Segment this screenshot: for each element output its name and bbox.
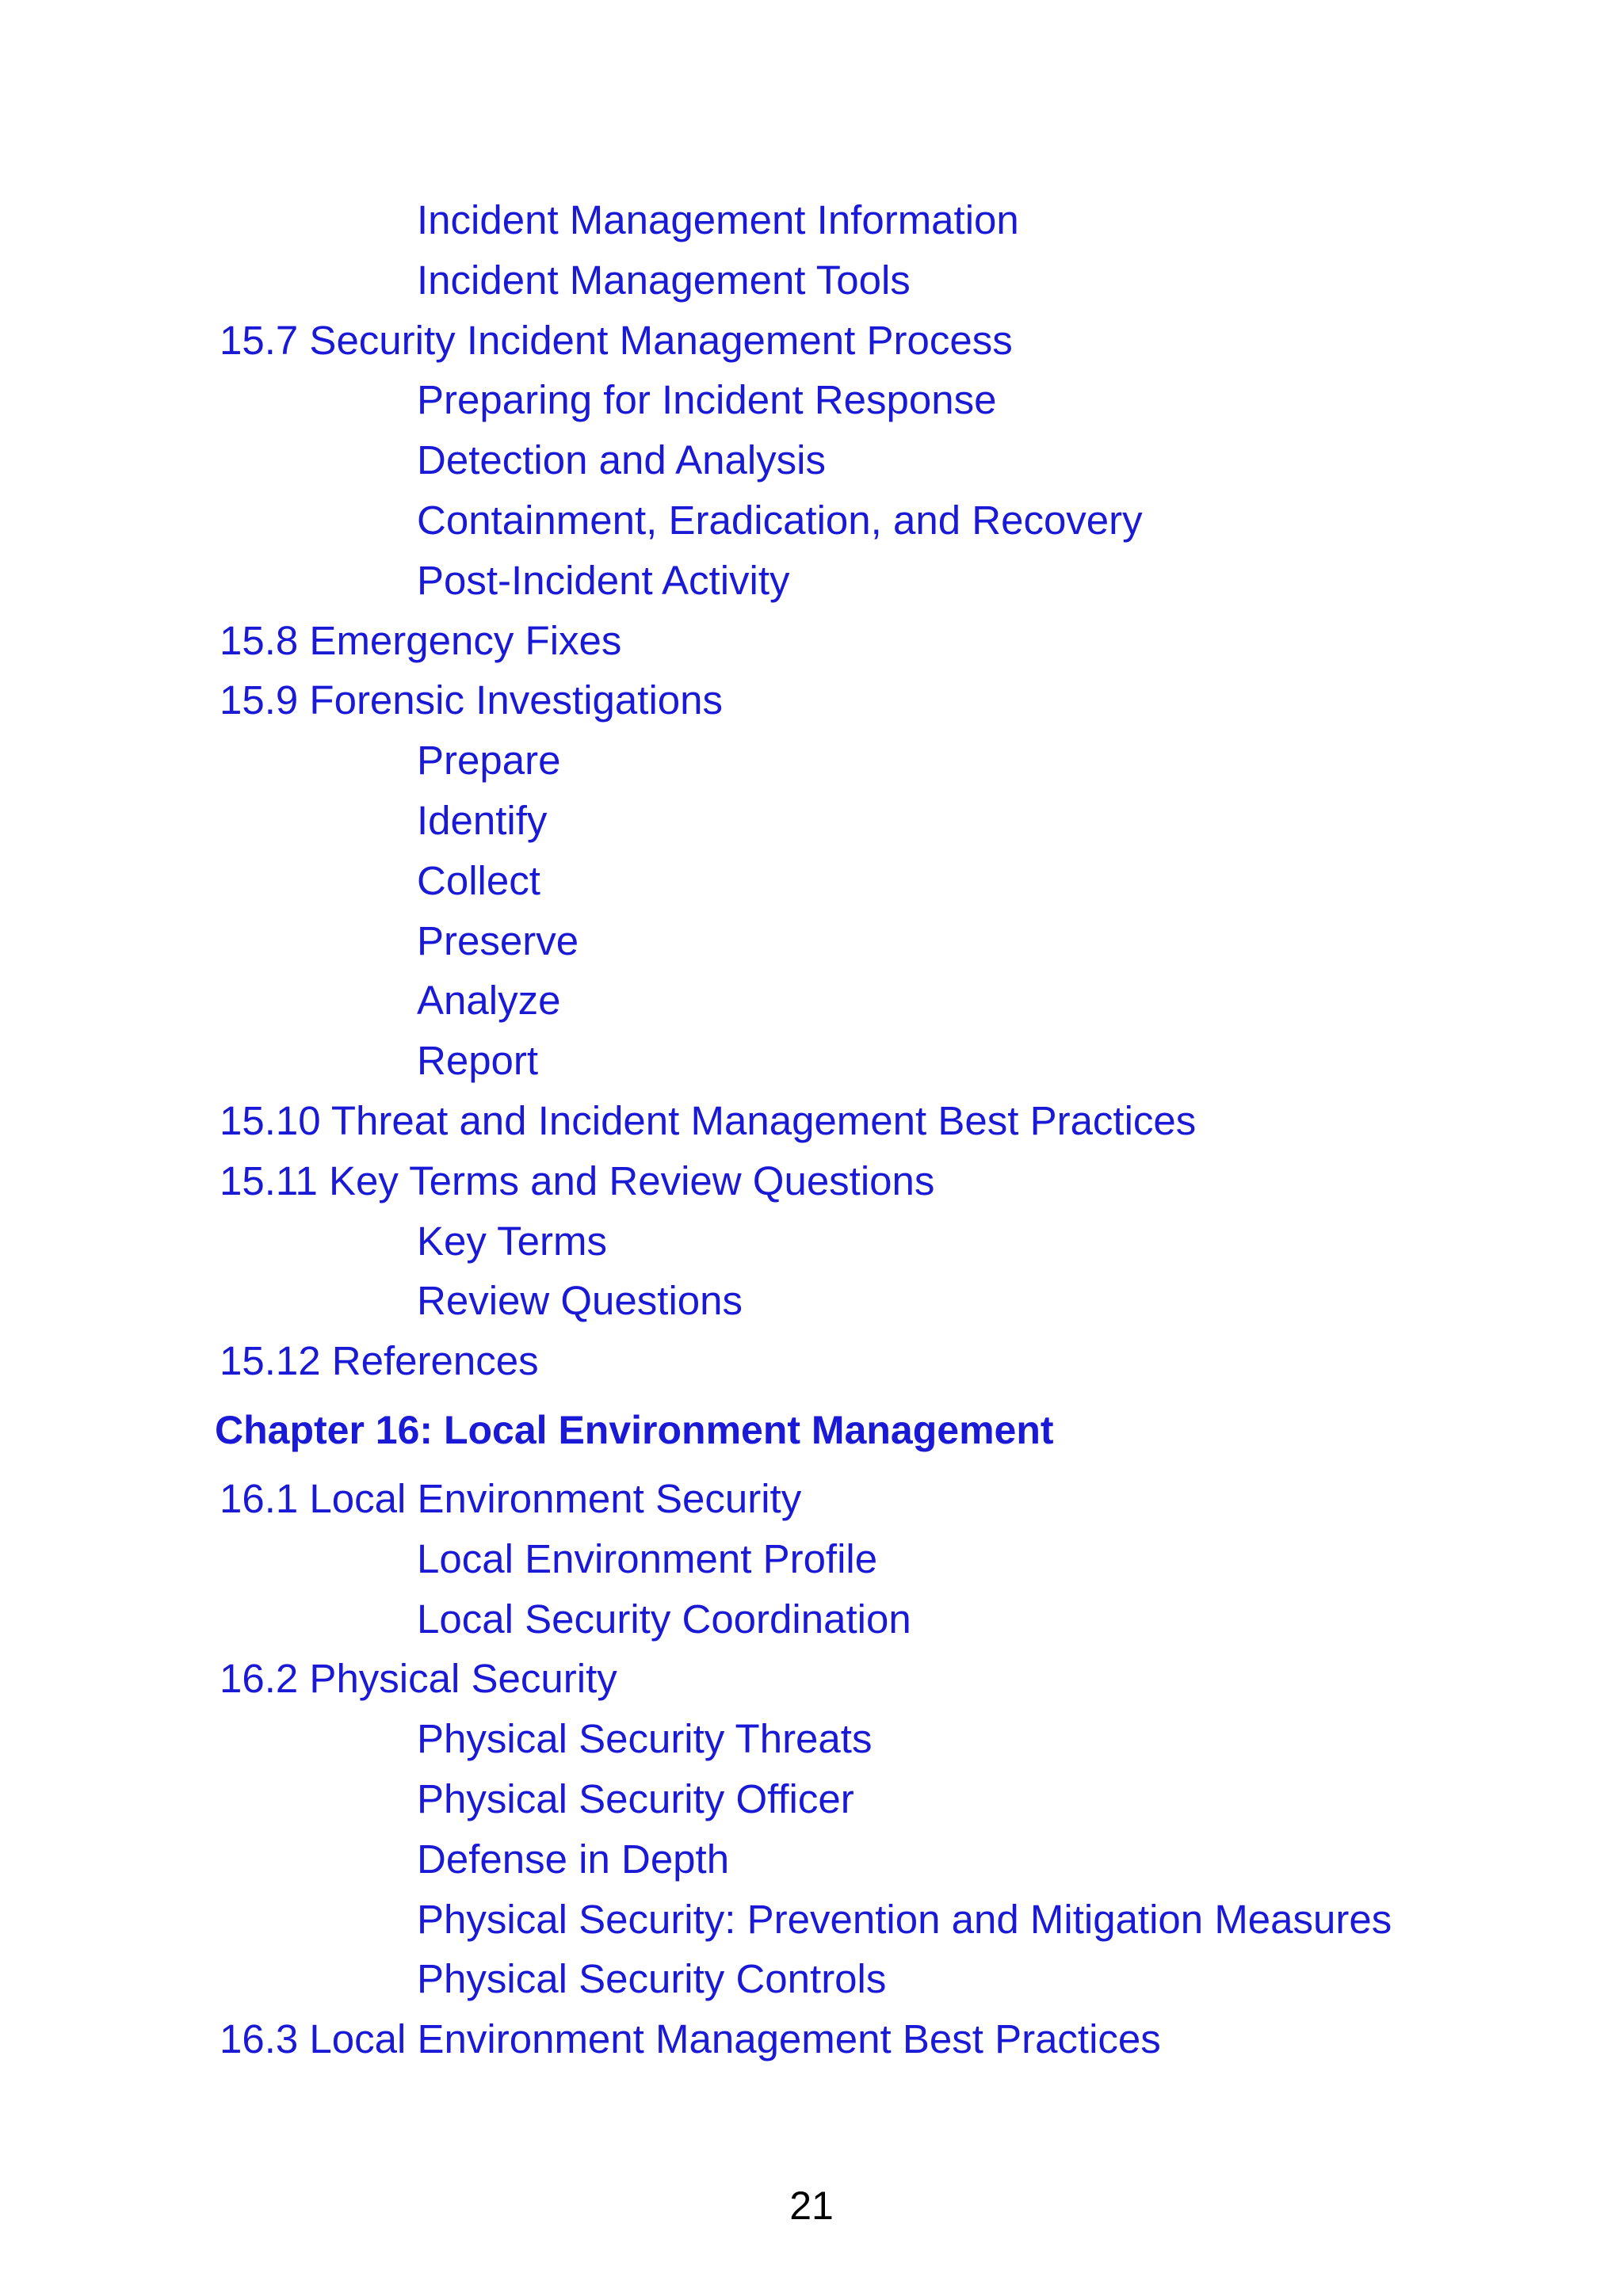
page-number: 21: [789, 2183, 834, 2228]
toc-subsection-link[interactable]: Analyze: [417, 978, 561, 1024]
chapter-heading[interactable]: Chapter 16: Local Environment Management: [215, 1408, 1054, 1452]
toc-subsection-link[interactable]: Review Questions: [417, 1278, 743, 1324]
toc-subsection-link[interactable]: Preparing for Incident Response: [417, 377, 997, 423]
toc-section-link[interactable]: 15.9 Forensic Investigations: [220, 677, 724, 723]
toc-subsection-link[interactable]: Incident Management Tools: [417, 257, 911, 303]
toc-section-link[interactable]: 15.10 Threat and Incident Management Best Practices: [220, 1098, 1197, 1143]
toc-section-link[interactable]: 15.8 Emergency Fixes: [220, 617, 622, 663]
toc-subsection-link[interactable]: Report: [417, 1038, 539, 1084]
toc-subsection-link[interactable]: Preserve: [417, 917, 579, 963]
toc-subsection-link[interactable]: Local Security Coordination: [417, 1596, 911, 1642]
toc-subsection-link[interactable]: Containment, Eradication, and Recovery: [417, 498, 1143, 543]
toc-subsection-link[interactable]: Identify: [417, 798, 548, 843]
toc-subsection-link[interactable]: Post-Incident Activity: [417, 557, 790, 603]
toc-subsection-link[interactable]: Collect: [417, 857, 540, 903]
toc-subsection-link[interactable]: Defense in Depth: [417, 1836, 730, 1882]
toc-subsection-link[interactable]: Local Environment Profile: [417, 1535, 878, 1581]
toc-subsection-link[interactable]: Physical Security Controls: [417, 1956, 887, 2002]
toc-subsection-link[interactable]: Physical Security Officer: [417, 1776, 854, 1821]
toc-subsection-link[interactable]: Key Terms: [417, 1218, 607, 1264]
toc-subsection-link[interactable]: Prepare: [417, 738, 561, 784]
toc-section-link[interactable]: 16.3 Local Environment Management Best Practices: [220, 2016, 1161, 2062]
toc-section-link[interactable]: 16.1 Local Environment Security: [220, 1476, 802, 1521]
toc-section-link[interactable]: 15.7 Security Incident Management Process: [220, 317, 1013, 363]
toc-subsection-link[interactable]: Incident Management Information: [417, 197, 1019, 242]
toc-subsection-link[interactable]: Physical Security Threats: [417, 1716, 873, 1762]
toc-subsection-link[interactable]: Detection and Analysis: [417, 437, 826, 483]
toc-section-link[interactable]: 15.12 References: [220, 1338, 539, 1384]
toc-section-link[interactable]: 15.11 Key Terms and Review Questions: [220, 1158, 935, 1203]
toc-subsection-link[interactable]: Physical Security: Prevention and Mitigation Measures: [417, 1896, 1392, 1942]
toc-section-link[interactable]: 16.2 Physical Security: [220, 1656, 617, 1702]
